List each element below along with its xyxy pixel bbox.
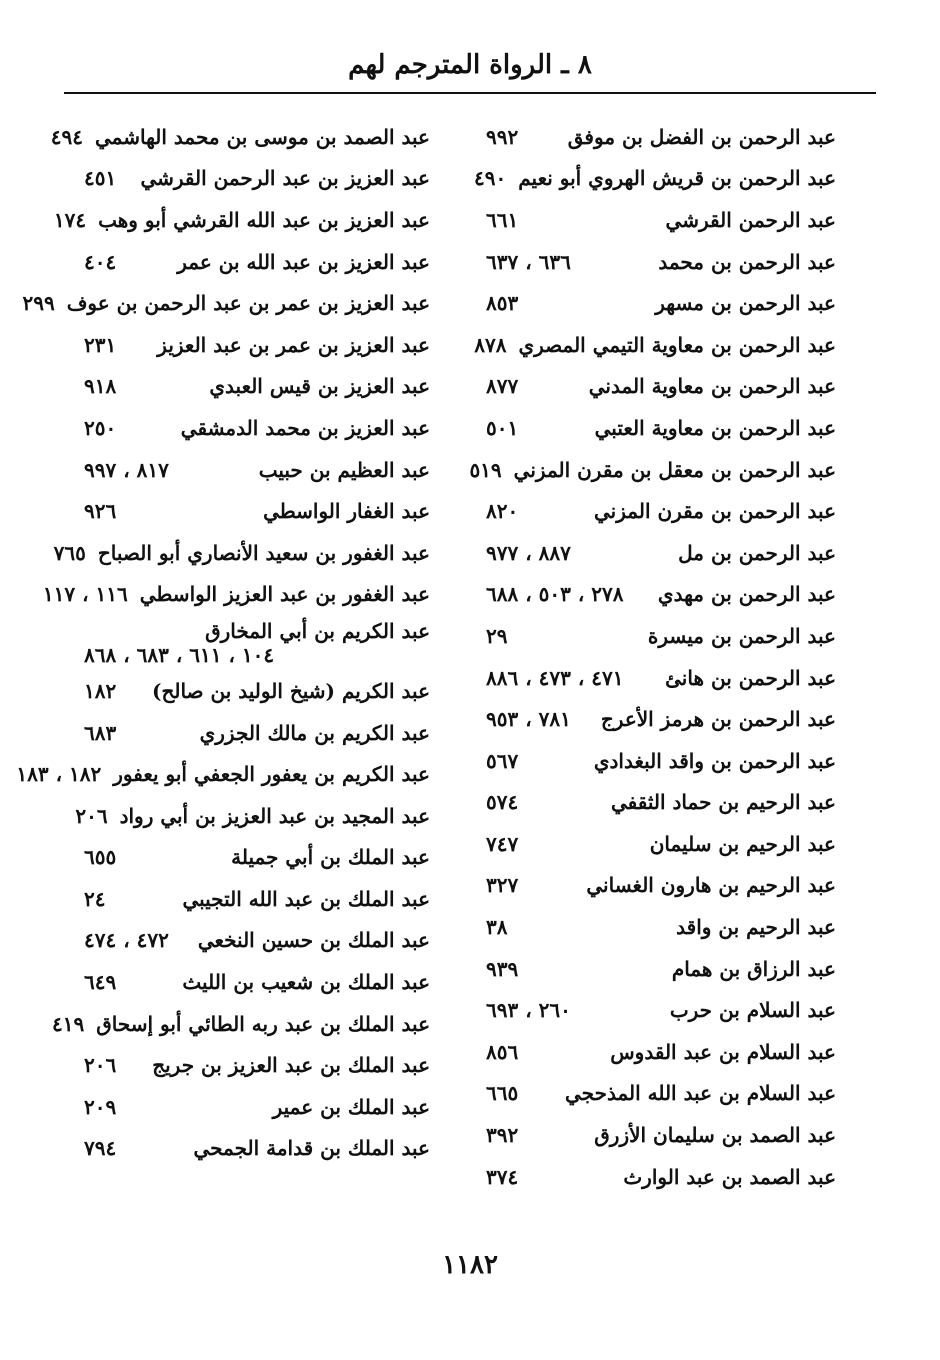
page-references: ٨٢٠ (486, 499, 519, 524)
page-references: ٢٦٠ ، ٦٩٣ (486, 998, 571, 1023)
index-entry (486, 698, 836, 740)
index-entry (486, 116, 836, 158)
page-references: ٥٦٧ (486, 748, 519, 773)
page-references: ٨١٧ ، ٩٩٧ (84, 457, 169, 482)
narrator-name: عبد المجيد بن عبد العزيز بن أبي رواد (119, 803, 430, 828)
narrator-name: عبد الملك بن عبد العزيز بن جريج (152, 1053, 430, 1078)
narrator-name: عبد الرحمن بن الفضل بن موفق (567, 124, 836, 149)
narrator-name: عبد العظيم بن حبيب (258, 457, 430, 482)
index-entry (486, 1073, 836, 1115)
page-references: ١٨٢ ، ١٨٣ (16, 762, 102, 787)
narrator-name: عبد الملك بن أبي جميلة (231, 845, 430, 870)
index-entry (486, 366, 836, 408)
narrator-name: عبد العزيز بن عبد الله بن عمر (177, 249, 430, 274)
page-references: ٦٨٣ (84, 720, 117, 745)
narrator-name: عبد الملك بن عبد الله التجيبي (182, 886, 430, 911)
page-references: ٦٤٩ (84, 970, 117, 995)
narrator-name: عبد الرحمن بن معاوية التيمي المصري (518, 332, 836, 357)
page-references: ٥٠١ (486, 415, 519, 440)
index-entry (486, 865, 836, 907)
narrator-name: عبد الرحمن بن معاوية المدني (588, 374, 836, 399)
narrator-name: عبد الرحيم بن سليمان (649, 831, 836, 856)
header-rule (64, 92, 876, 94)
index-entry (486, 906, 836, 948)
narrator-name: عبد الرحمن بن ميسرة (647, 623, 836, 648)
narrator-name: عبد الملك بن شعيب بن الليث (182, 970, 430, 995)
index-entry (486, 823, 836, 865)
narrator-name: عبد الصمد بن موسى بن محمد الهاشمي (95, 124, 430, 149)
index-entry (486, 782, 836, 824)
narrator-name: عبد الملك بن قدامة الجمحي (193, 1136, 430, 1161)
index-entry (486, 1031, 836, 1073)
index-entry (53, 532, 430, 574)
index-entry (84, 615, 430, 670)
narrator-name: عبد الرحيم بن حماد الثقفي (610, 790, 836, 815)
index-entry (84, 878, 430, 920)
index-column-right (469, 116, 836, 1197)
narrator-name: عبد الرزاق بن همام (671, 956, 836, 981)
index-entry (16, 753, 430, 795)
narrator-name: عبد الرحمن القرشي (665, 207, 836, 232)
narrator-name: عبد الرحمن بن محمد (658, 249, 836, 274)
narrator-name: عبد الصمد بن سليمان الأزرق (594, 1123, 836, 1148)
page-number: ١١٨٢ (442, 1250, 498, 1280)
index-entry (486, 989, 836, 1031)
narrator-name: عبد العزيز بن عبد الله القرشي أبو وهب (98, 207, 430, 232)
narrator-name: عبد الملك بن عمير (272, 1094, 430, 1119)
page-references: ١٧٤ (53, 207, 87, 232)
page-references: ٥١٩ (469, 457, 502, 482)
narrator-name: عبد الكريم بن مالك الجزري (199, 720, 430, 745)
page-references: ٩٢٦ (84, 499, 117, 524)
narrator-name: عبد الرحيم بن هارون الغساني (586, 873, 836, 898)
page-references: ٣٨ (486, 915, 508, 940)
index-entry (486, 282, 836, 324)
running-header: ٨ ـ الرواة المترجم لهم (348, 50, 592, 80)
page-references: ٥٧٤ (486, 790, 519, 815)
page-references: ٩١٨ (84, 374, 117, 399)
page-references: ٩٣٩ (486, 956, 519, 981)
page-references: ٢٠٦ (75, 803, 108, 828)
page-references: ٨٥٦ (486, 1039, 519, 1064)
index-entry (474, 324, 836, 366)
page-references: ٢٠٩ (84, 1094, 117, 1119)
page-references: ٨٥٣ (486, 291, 519, 316)
narrator-name: عبد الرحمن بن قريش الهروي أبو نعيم (518, 166, 836, 191)
page-references: ٧٤٧ (486, 831, 519, 856)
narrator-name: عبد الغفار الواسطي (263, 499, 430, 524)
index-entry (84, 324, 430, 366)
index-entry (84, 241, 430, 283)
index-entry (84, 920, 430, 962)
index-entry (84, 1044, 430, 1086)
page-references: ٣٧٤ (486, 1164, 519, 1189)
index-entry (469, 449, 836, 491)
page-references: ٧٨١ ، ٩٥٣ (486, 707, 571, 732)
index-entry (486, 241, 836, 283)
index-entry (53, 199, 430, 241)
narrator-name: عبد الصمد بن عبد الوارث (623, 1164, 836, 1189)
index-entry (51, 1003, 430, 1045)
narrator-name: عبد الرحمن بن مهدي (657, 582, 836, 607)
page-references: ٣٩٢ (486, 1123, 519, 1148)
page-references: ٦٣٦ ، ٦٣٧ (486, 249, 571, 274)
index-entry (84, 158, 430, 200)
index-entry (42, 574, 430, 616)
index-entry (474, 158, 836, 200)
narrator-name: عبد العزيز بن قيس العبدي (209, 374, 430, 399)
index-column-left (16, 116, 430, 1169)
narrator-name: عبد السلام بن عبد الله المذحجي (565, 1081, 836, 1106)
narrator-name: عبد الرحمن بن مسهر (655, 291, 836, 316)
page-references: ١٠٤ ، ٦١١ ، ٦٨٣ ، ٨٦٨ (84, 642, 275, 667)
narrator-name: عبد الرحمن بن مل (678, 540, 836, 565)
narrator-name: عبد الغفور بن عبد العزيز الواسطي (139, 582, 430, 607)
index-entry (486, 490, 836, 532)
page-references: ٣٢٧ (486, 873, 519, 898)
narrator-name: عبد العزيز بن عمر بن عبد العزيز (157, 332, 430, 357)
index-entry (84, 961, 430, 1003)
narrator-name: عبد الملك بن حسين النخعي (197, 928, 430, 953)
index-entry (75, 795, 430, 837)
page-references: ٧٦٥ (53, 540, 86, 565)
narrator-name: عبد الرحمن بن واقد البغدادي (593, 748, 836, 773)
index-entry (50, 116, 430, 158)
page-references: ١١٦ ، ١١٧ (42, 582, 128, 607)
page-references: ٢٩ (486, 623, 508, 648)
narrator-name: عبد الرحمن بن معقل بن مقرن المزني (513, 457, 836, 482)
narrator-name: عبد الرحمن بن هرمز الأعرج (600, 707, 836, 732)
index-entry (84, 837, 430, 879)
index-entry (486, 407, 836, 449)
index-entry (486, 740, 836, 782)
narrator-name: عبد العزيز بن عمر بن عبد الرحمن بن عوف (66, 291, 430, 316)
page-references: ٤٧٢ ، ٤٧٤ (84, 928, 169, 953)
narrator-name: عبد الغفور بن سعيد الأنصاري أبو الصباح (97, 540, 430, 565)
page-references: ٢٧٨ ، ٥٠٣ ، ٦٨٨ (486, 582, 624, 607)
index-entry (84, 712, 430, 754)
narrator-name: عبد الرحمن بن مقرن المزني (594, 499, 836, 524)
narrator-name: عبد الرحمن بن هانئ (665, 665, 836, 690)
index-entry (486, 199, 836, 241)
narrator-name: عبد الملك بن عبد ربه الطائي أبو إسحاق (96, 1011, 430, 1036)
page-references: ٤٥١ (84, 166, 117, 191)
narrator-name: عبد السلام بن حرب (669, 998, 836, 1023)
index-entry (84, 490, 430, 532)
index-entry (486, 615, 836, 657)
page-references: ٦٥٥ (84, 845, 117, 870)
narrator-name: عبد الرحمن بن معاوية العتبي (594, 415, 836, 440)
page-references: ٢٣١ (84, 332, 117, 357)
index-entry (84, 670, 430, 712)
page-references: ٩٩٢ (486, 124, 519, 149)
index-entry (486, 1156, 836, 1198)
index-entry (84, 366, 430, 408)
narrator-name: عبد العزيز بن عبد الرحمن القرشي (140, 166, 430, 191)
narrator-name: عبد الرحيم بن واقد (676, 915, 836, 940)
narrator-name: عبد الكريم بن أبي المخارق (205, 618, 430, 643)
index-entry (84, 449, 430, 491)
index-entry (486, 532, 836, 574)
page-references: ٤١٩ (51, 1011, 85, 1036)
page-references: ٨٧٧ (486, 374, 519, 399)
page-references: ٢٥٠ (84, 415, 117, 440)
index-entry (84, 1128, 430, 1170)
index-entry (486, 574, 836, 616)
narrator-name: عبد العزيز بن محمد الدمشقي (180, 415, 430, 440)
page-references: ٤٩٠ (474, 166, 507, 191)
index-entry (486, 948, 836, 990)
page-references: ٧٩٤ (84, 1136, 117, 1161)
page-references: ١٨٢ (84, 678, 117, 703)
page-references: ٨٨٧ ، ٩٧٧ (486, 540, 571, 565)
page-references: ٢٠٦ (84, 1053, 117, 1078)
index-entry (22, 282, 430, 324)
index-entry (486, 1114, 836, 1156)
narrator-name: عبد الكريم (شيخ الوليد بن صالح) (152, 678, 430, 703)
page-references: ٤٠٤ (84, 249, 117, 274)
page-references: ٢٤ (84, 886, 106, 911)
page-references: ٦٦١ (486, 207, 519, 232)
page-references: ٦٦٥ (486, 1081, 519, 1106)
narrator-name: عبد الكريم بن يعفور الجعفي أبو يعفور (113, 762, 430, 787)
page-references: ٤٩٤ (50, 124, 83, 149)
index-entry (84, 407, 430, 449)
index-entry (486, 657, 836, 699)
page-references: ٢٩٩ (22, 291, 55, 316)
narrator-name: عبد السلام بن عبد القدوس (610, 1039, 836, 1064)
page-references: ٤٧١ ، ٤٧٣ ، ٨٨٦ (486, 665, 624, 690)
page-references: ٨٧٨ (474, 332, 507, 357)
index-entry (84, 1086, 430, 1128)
